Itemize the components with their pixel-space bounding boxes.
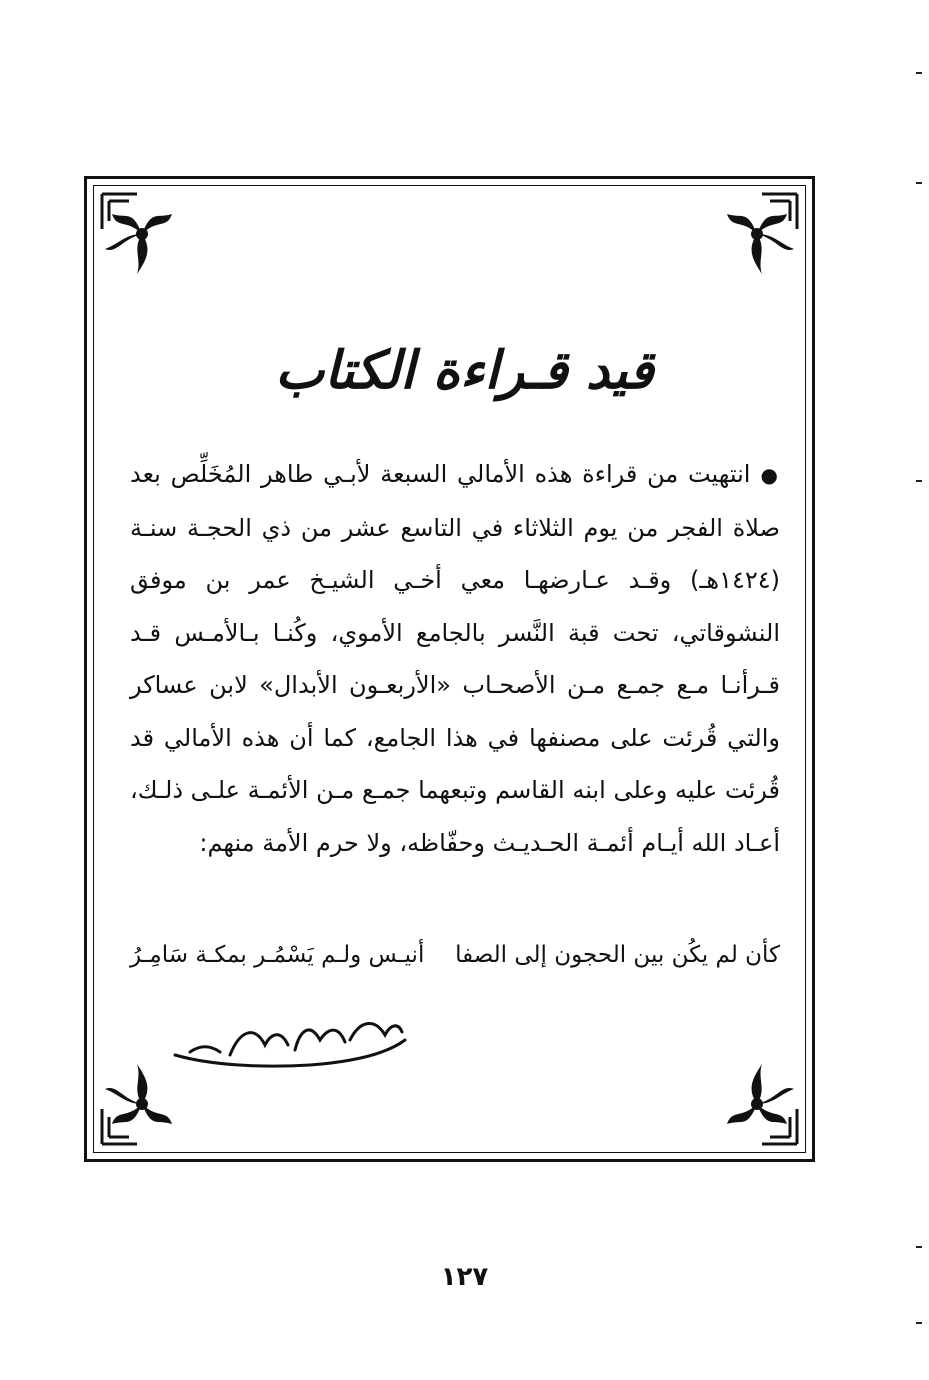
scan-edge-mark (916, 182, 922, 184)
poetry-verse (130, 942, 780, 982)
page-number: ١٢٧ (440, 1262, 489, 1292)
scan-edge-mark (916, 480, 922, 482)
verse-second-hemistich: أنيـس ولـم يَسْمُـر بمكـة سَامِـرُ (130, 942, 425, 968)
corner-ornament-icon (712, 1059, 802, 1149)
corner-ornament-icon (712, 189, 802, 279)
scan-edge-mark (916, 72, 922, 74)
paragraph-text: انتهيت من قراءة هذه الأمالي السبعة لأبـي طاهر المُخَلِّص بعد صلاة الفجر من يوم الثلاثاء في التاسع عشر من ذي الحجـة سنـة (١٤٢٤هـ) وقـد عـارضهـا معي أخـي الشيـخ عمر بن موفق النشوقاتي، تحت قبة النَّسر بالجامع الأموي، وكُنـا بـالأمـس قـد قـرأنـا مـع جمـع مـن الأصحـاب «الأربعـون الأبدال» لابن عساكر والتي قُرئت على مصنفها في هذا الجامع، كما أن هذه الأمالي قد قُرئت عليه وعلى ابنه القاسم وتبعهما جمـع مـن الأئمـة علـى ذلـك، أعـاد الله أيـام أئمـة الحـديـث وحفّاظه، ولا حرم الأمة منهم: (130, 460, 780, 857)
bullet-icon: ● (760, 463, 781, 487)
handwritten-signature (170, 1010, 410, 1080)
corner-ornament-icon (97, 189, 187, 279)
scan-edge-mark (916, 1246, 922, 1248)
paragraph-body (130, 448, 780, 869)
reading-note-paragraph (130, 448, 780, 869)
verse-first-hemistich: كأن لم يكُن بين الحجون إلى الصفا (455, 942, 780, 968)
scan-edge-mark (916, 1322, 922, 1324)
page-title: قيد قـراءة الكتاب (275, 340, 654, 401)
